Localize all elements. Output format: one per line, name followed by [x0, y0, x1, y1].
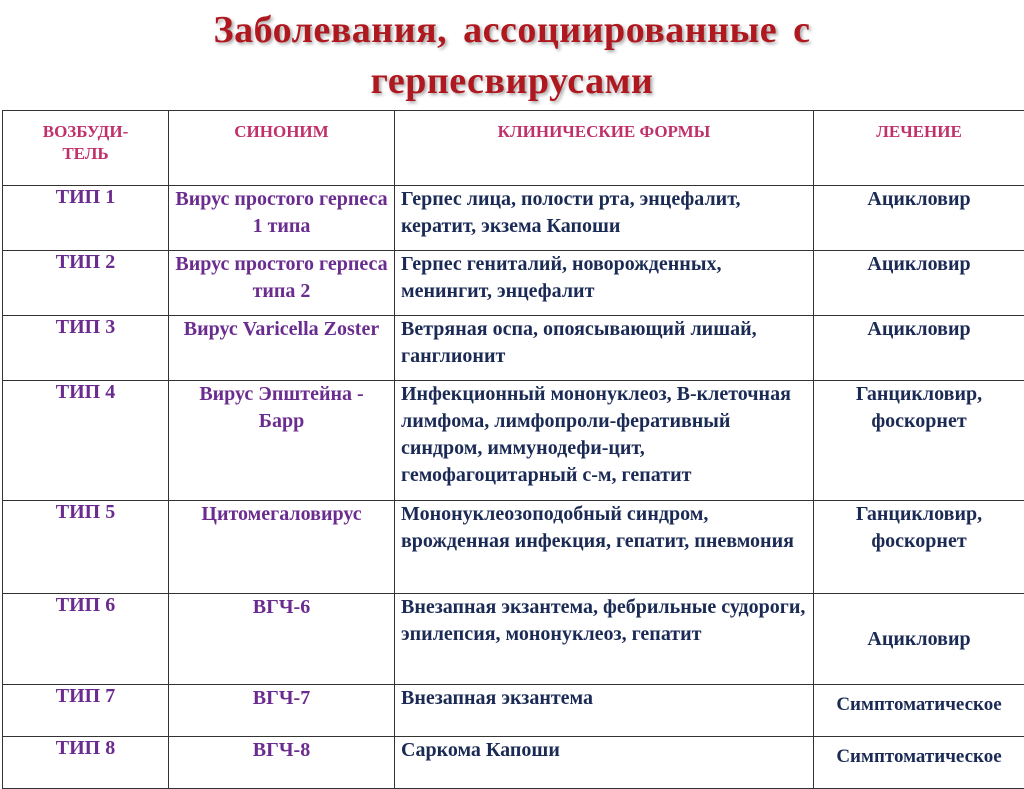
table-row: [3, 251, 1024, 316]
cell-synonym: Цитомегаловирус: [169, 501, 395, 594]
table-header-row: [3, 111, 1024, 186]
cell-treatment: Ацикловир: [814, 316, 1024, 381]
herpesvirus-table: [2, 110, 1024, 789]
cell-treatment: Ацикловир: [814, 594, 1024, 685]
cell-type: ТИП 3: [3, 316, 169, 381]
cell-type: ТИП 8: [3, 737, 169, 789]
table-row: [3, 501, 1024, 594]
table-row: [3, 186, 1024, 251]
cell-treatment: Симптоматическое: [814, 737, 1024, 789]
cell-synonym: Вирус простого герпеса 1 типа: [169, 186, 395, 251]
cell-forms: Мононуклеозоподобный синдром, врожденная инфекция, гепатит, пневмония: [395, 501, 814, 594]
cell-forms: Герпес гениталий, новорожденных, менингит, энцефалит: [395, 251, 814, 316]
table-row: [3, 316, 1024, 381]
slide-title-line-1: Заболевания, ассоциированные с: [0, 2, 1024, 58]
header-treatment: ЛЕЧЕНИЕ: [814, 111, 1024, 186]
cell-forms: Инфекционный мононуклеоз, В-клеточная лимфома, лимфопроли-феративный синдром, иммунодефи-цит, гемофагоцитарный с-м, гепатит: [395, 381, 814, 501]
table-row: [3, 594, 1024, 685]
cell-synonym: Вирус простого герпеса типа 2: [169, 251, 395, 316]
table-row: [3, 737, 1024, 789]
cell-type: ТИП 1: [3, 186, 169, 251]
header-agent-label: ВОЗБУДИ-ТЕЛЬ: [41, 121, 131, 165]
cell-type: ТИП 5: [3, 501, 169, 594]
cell-type: ТИП 7: [3, 685, 169, 737]
cell-treatment: Ацикловир: [814, 186, 1024, 251]
cell-treatment: Ацикловир: [814, 251, 1024, 316]
cell-treatment: Ганцикловир, фоскорнет: [814, 501, 1024, 594]
table-row: [3, 381, 1024, 501]
header-synonym: СИНОНИМ: [169, 111, 395, 186]
header-clinical-forms: КЛИНИЧЕСКИЕ ФОРМЫ: [395, 111, 814, 186]
header-agent: [3, 111, 169, 186]
cell-forms: Саркома Капоши: [395, 737, 814, 789]
cell-synonym: Вирус Эпштейна - Барр: [169, 381, 395, 501]
cell-synonym: ВГЧ-7: [169, 685, 395, 737]
cell-type: ТИП 4: [3, 381, 169, 501]
cell-treatment: Симптоматическое: [814, 685, 1024, 737]
cell-type: ТИП 6: [3, 594, 169, 685]
cell-treatment: Ганцикловир, фоскорнет: [814, 381, 1024, 501]
cell-synonym: ВГЧ-6: [169, 594, 395, 685]
cell-forms: Внезапная экзантема: [395, 685, 814, 737]
cell-forms: Ветряная оспа, опоясывающий лишай, ганглионит: [395, 316, 814, 381]
cell-type: ТИП 2: [3, 251, 169, 316]
slide-title: [0, 2, 1024, 109]
table-row: [3, 685, 1024, 737]
cell-forms: Герпес лица, полости рта, энцефалит, кератит, экзема Капоши: [395, 186, 814, 251]
slide-title-line-2: герпесвирусами: [0, 53, 1024, 109]
cell-synonym: Вирус Varicella Zoster: [169, 316, 395, 381]
cell-forms: Внезапная экзантема, фебрильные судороги, эпилепсия, мононуклеоз, гепатит: [395, 594, 814, 685]
cell-synonym: ВГЧ-8: [169, 737, 395, 789]
